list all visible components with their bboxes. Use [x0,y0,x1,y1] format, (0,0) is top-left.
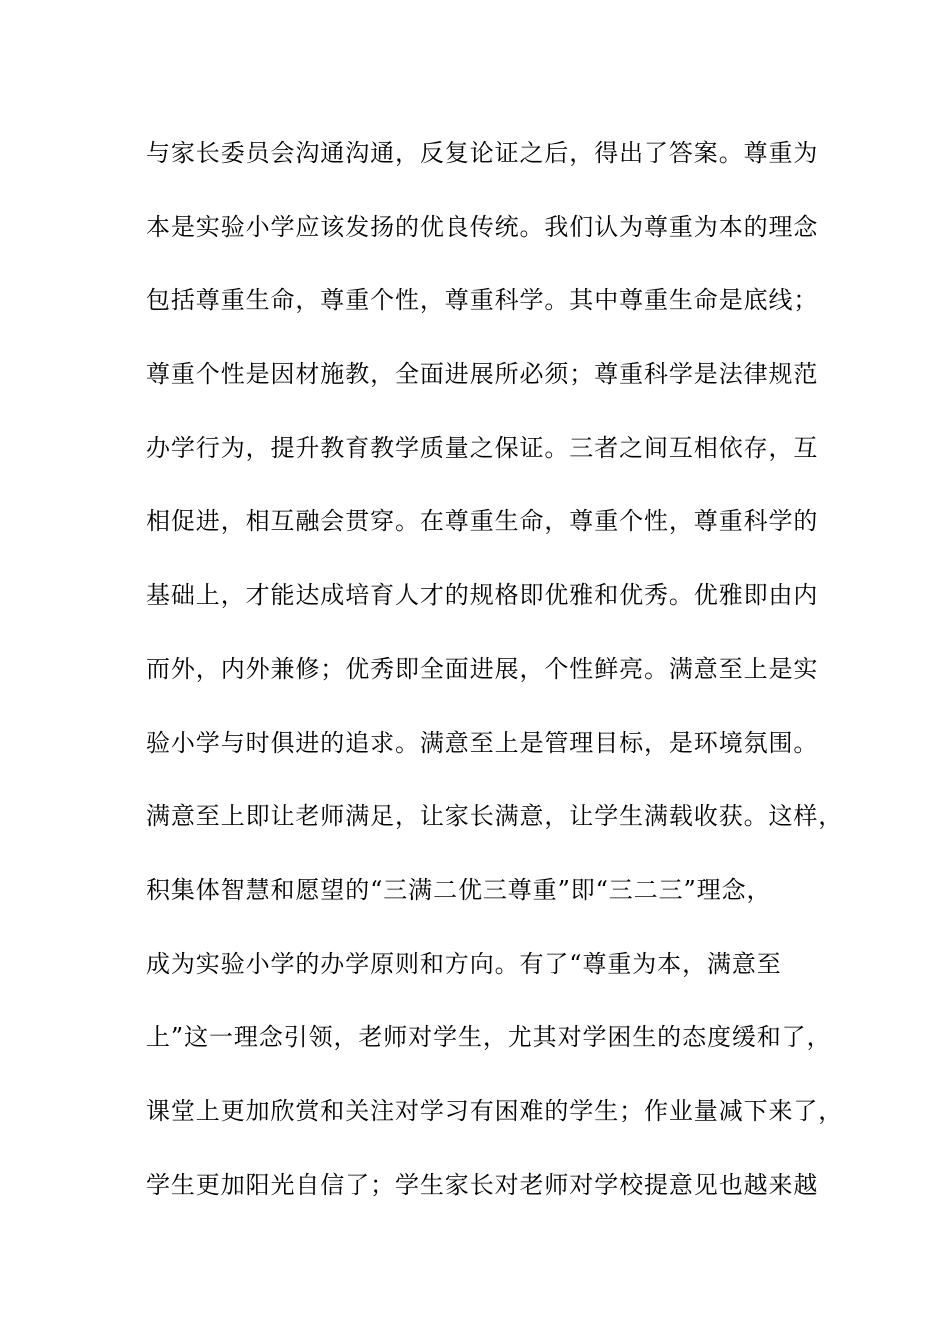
text-line: 课堂上更加欣赏和关注对学习有困难的学生；作业量减下来了， [146,1096,844,1125]
text-line: 验小学与时俱进的追求。满意至上是管理目标，是环境氛围。 [146,728,819,757]
text-line: 学生更加阳光自信了；学生家长对老师对学校提意见也越来越 [146,1170,819,1199]
text-line: 基础上，才能达成培育人才的规格即优雅和优秀。优雅即由内 [146,581,819,610]
text-line: 相促进，相互融会贯穿。在尊重生命，尊重个性，尊重科学的 [146,507,819,536]
text-line: 满意至上即让老师满足，让家长满意，让学生满载收获。这样， [146,802,844,831]
text-line: 本是实验小学应该发扬的优良传统。我们认为尊重为本的理念 [146,212,819,241]
text-line: 尊重个性是因材施教，全面进展所必须；尊重科学是法律规范 [146,360,819,389]
body-text [146,131,844,1236]
text-line: 上”这一理念引领，老师对学生，尤其对学困生的态度缓和了， [146,1023,832,1052]
text-line: 成为实验小学的办学原则和方向。有了“尊重为本，满意至 [146,949,782,978]
text-line: 办学行为，提升教育教学质量之保证。三者之间互相依存，互 [146,433,819,462]
text-line: 积集体智慧和愿望的“三满二优三尊重”即“三二三”理念， [146,875,772,904]
text-line: 包括尊重生命，尊重个性，尊重科学。其中尊重生命是底线； [146,286,819,315]
text-line: 而外，内外兼修；优秀即全面进展，个性鲜亮。满意至上是实 [146,654,819,683]
text-line: 与家长委员会沟通沟通，反复论证之后，得出了答案。尊重为 [146,139,819,167]
